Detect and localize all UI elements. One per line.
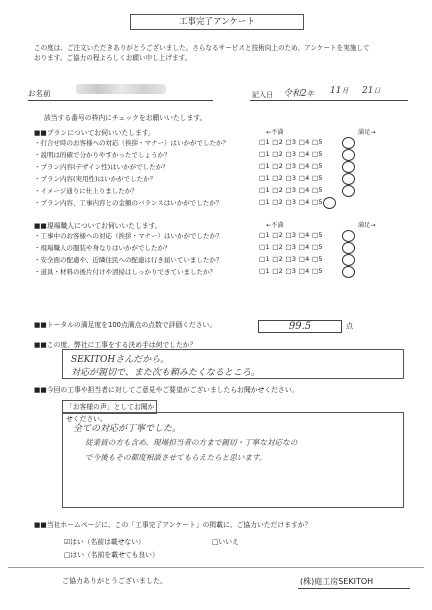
checked-box-icon: ☑ [64,538,71,546]
decision-answer-box[interactable] [62,349,404,379]
footer-divider [8,567,424,568]
date-year: 令和2年 [283,89,314,99]
checkbox-icon: □ [64,551,71,559]
check-mark-icon [342,173,355,185]
check-mark-icon [342,161,355,173]
score-unit: 点 [346,322,353,330]
check-mark-icon [342,254,355,266]
name-underline [28,100,213,101]
feedback-answer-line: 全ての対応が丁寧でした。 [73,424,182,434]
check-mark-icon [342,137,355,149]
feedback-question: ■■今回の工事や担当者に対してご意見やご要望がございましたらお聞かせください。 [34,386,299,394]
name-field-redacted [76,84,166,94]
intro-text [34,43,409,63]
rating-options[interactable]: □1 □2 □3 □4 □5 [259,174,323,182]
date-label: 記入日 [252,91,273,99]
rating-options[interactable]: □1 □2 □3 □4 □5 [259,150,323,158]
option-yes-anonymous[interactable]: ☑はい（名前は載せない） [64,538,145,546]
check-mark-icon [323,197,336,209]
feedback-answer-line: 従業員の方も含め、現場担当者の方まで親切・丁寧な対応なの [85,438,298,447]
scale-left-label: ←不満 [266,222,284,229]
date-month: 11月 [330,86,349,96]
question-row: ・プラン内容(実用性)はいかがでしたか？ □1 □2 □3 □4 □5 [34,174,323,183]
check-mark-icon [342,185,355,197]
decision-answer-line: SEKITOHさんだから。 [71,355,170,365]
check-mark-icon [342,149,355,161]
rating-options[interactable]: □1 □2 □3 □4 □5 [259,186,323,194]
feedback-answer-line: で今後もその都度相談させてもらえたらと思います。 [85,453,267,462]
instruction-text: 該当する番号の枠内にチェックをお願いいたします。 [44,114,207,122]
question-row: ・説明は的確で分かりやすかったでしょうか？ □1 □2 □3 □4 □5 [34,150,323,159]
rating-options[interactable]: □1 □2 □3 □4 □5 [259,162,323,170]
scale-right-label: 満足→ [358,222,376,229]
option-yes-named[interactable]: □はい（名前を載せても良い） [64,551,159,559]
question-row: ・現場職人の服装や身なりはいかがでしたか？ □1 □2 □3 □4 □5 [34,243,323,252]
thanks-text: ご協力ありがとうございました。 [62,577,167,585]
rating-options[interactable]: □1 □2 □3 □4 □5 [259,231,323,239]
publish-consent-question: ■■当社ホームページに、この「工事完了アンケート」の掲載に、ご協力いただけますか？ [34,521,312,529]
section-plan-heading: ■■プランについてお伺いいたします。 [34,129,155,137]
total-score-field[interactable]: 99.5 [258,320,342,333]
question-row: ・安全面の配慮や、近隣住民への配慮は行き届いていましたか？ □1 □2 □3 □4 □5 [34,255,323,264]
scale-right-label: 満足→ [358,129,376,136]
question-row: ・道具・材料の後片付けや清掃はしっかりできていましたか？ □1 □2 □3 □4 □5 [34,267,323,276]
rating-options[interactable]: □1 □2 □3 □4 □5 [259,138,323,146]
company-underline [298,588,410,589]
name-label: お名前 [28,89,51,98]
date-day: 21日 [362,86,381,96]
decision-question: ■■この度、弊社に工事をする決め手は何でしたか？ [34,341,197,349]
question-row: ・工事中のお客様への対応（挨拶・マナー）はいかがでしたか？ □1 □2 □3 □4 □5 [34,231,323,240]
checkbox-icon: □ [212,538,219,546]
intro-line: おります。ご協力の程よろしくお願い申し上げます。 [34,54,192,62]
option-no[interactable]: □いいえ [212,538,239,546]
rating-options[interactable]: □1 □2 □3 □4 □5 [259,267,323,275]
feedback-answer-box[interactable] [62,412,404,508]
check-mark-icon [342,266,355,278]
intro-line: この度は、ご注文いただきありがとうございました。さらなるサービスと技術向上のため、アンケートを実施して [34,44,370,52]
total-score-question: ■■トータルの満足度を100点満点の点数で評価ください。 [34,321,217,329]
question-row: ・イメージ通りに仕上りましたか？ □1 □2 □3 □4 □5 [34,186,323,195]
rating-options[interactable]: □1 □2 □3 □4 □5 [259,255,323,263]
section-staff-heading: ■■現場職人についてお伺いいたします。 [34,222,162,230]
decision-answer-line: 対応が親切で、また次も頼みたくなるところ。 [71,368,260,378]
date-underline [250,100,408,101]
question-row: ・プラン内容(デザイン性)はいかがでしたか？ □1 □2 □3 □4 □5 [34,162,323,171]
rating-options[interactable]: □1 □2 □3 □4 □5 [259,243,323,251]
check-mark-icon [342,242,355,254]
question-row: ・プラン内容、工事内容との金額のバランスはいかがでしたか？ □1 □2 □3 □4 □5 [34,198,323,207]
rating-options[interactable]: □1 □2 □3 □4 □5 [259,198,323,206]
customer-voice-tag: 「お客様の声」としてお聞かせください。 [62,400,157,414]
question-row: ・打合せ時のお客様への対応（挨拶・マナー）はいかがでしたか？ □1 □2 □3 □4 □5 [34,138,323,147]
scale-left-label: ←不満 [266,129,284,136]
survey-title: 工事完了アンケート [130,14,304,30]
company-name: (株)庭工房SEKITOH [300,577,374,586]
check-mark-icon [342,230,355,242]
